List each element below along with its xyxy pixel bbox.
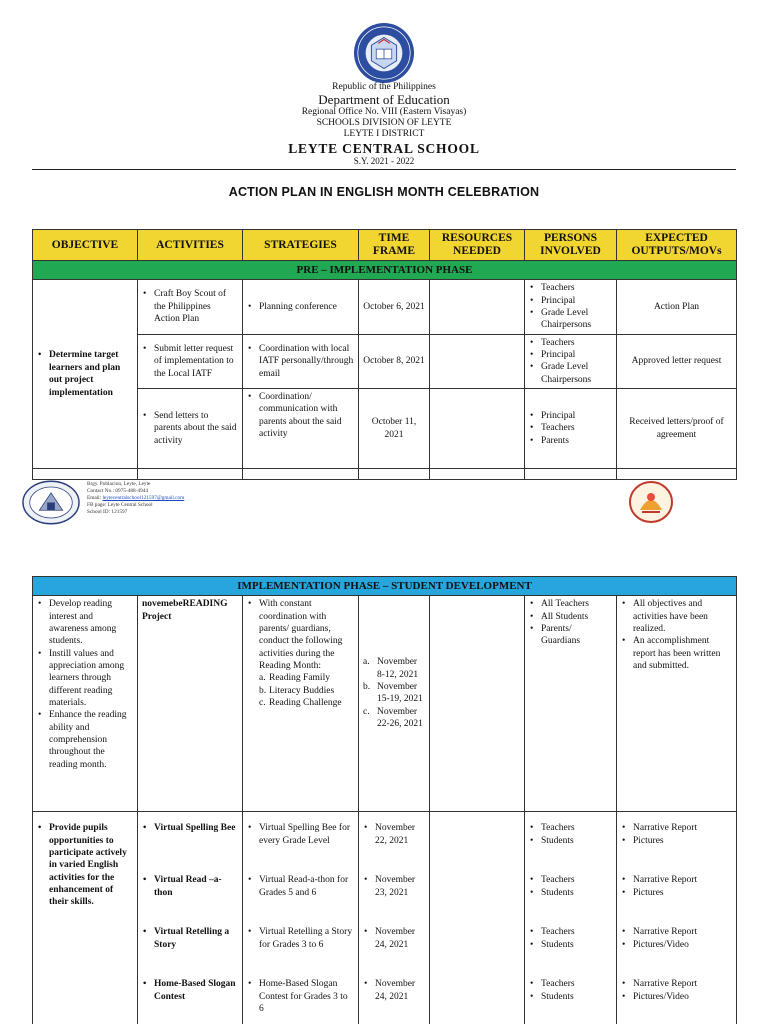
- activity-text: • Virtual Retelling a Story: [142, 926, 238, 951]
- strategy-subitem: Reading Challenge: [269, 698, 342, 709]
- time-frame: • November 24, 2021: [363, 926, 425, 951]
- person-item: • Principal: [529, 295, 612, 307]
- pre-phase-banner: PRE – IMPLEMENTATION PHASE: [33, 261, 737, 280]
- person-item: • All Students: [529, 611, 612, 623]
- activity-text: • Home-Based Slogan Contest: [142, 978, 238, 1003]
- person-item: • Students: [529, 835, 612, 847]
- division-line: SCHOOLS DIVISION OF LEYTE: [316, 118, 452, 128]
- list-marker: b.: [259, 685, 267, 696]
- strategy-text: • Planning conference: [247, 301, 354, 313]
- col-header-objective: OBJECTIVE: [33, 230, 138, 261]
- pre-implementation-table: [32, 229, 737, 480]
- col-header-strategies: STRATEGIES: [243, 230, 359, 261]
- list-marker: b.: [363, 681, 371, 692]
- implementation-table: [32, 576, 737, 1024]
- person-item: • Teachers: [529, 978, 612, 990]
- time-frame: • November 24, 2021: [363, 978, 425, 1003]
- list-marker: a.: [259, 673, 266, 684]
- objective-item: • Enhance the reading ability and comprehension throughout the reading month.: [37, 709, 133, 771]
- person-item: • Grade Level Chairpersons: [529, 307, 612, 332]
- implementation-phase-banner: IMPLEMENTATION PHASE – STUDENT DEVELOPMENT: [33, 577, 737, 596]
- activity-text: • Virtual Spelling Bee: [142, 822, 238, 834]
- strategy-text: • Virtual Read-a-thon for Grades 5 and 6: [247, 874, 354, 899]
- objective-text: • Provide pupils opportunities to participate actively in varied English activities for the enhancement of their skills.: [37, 822, 133, 908]
- strategy-text: • With constant coordination with parents/ guardians, conduct the following activities during the Reading Month:: [247, 598, 354, 672]
- republic-line: Republic of the Philippines: [332, 82, 436, 92]
- person-item: • Teachers: [529, 926, 612, 938]
- email-link[interactable]: leytecentralschool121597@gmail.com: [102, 494, 185, 501]
- strategy-text: • Virtual Retelling a Story for Grades 3 to 6: [247, 926, 354, 951]
- person-item: • Teachers: [529, 337, 612, 349]
- table-row: [33, 280, 737, 334]
- table-row: [33, 334, 737, 388]
- person-item: • Teachers: [529, 422, 612, 434]
- output-item: • Narrative Report: [621, 874, 732, 886]
- person-item: • Teachers: [529, 822, 612, 834]
- school-name: LEYTE CENTRAL SCHOOL: [288, 141, 480, 156]
- time-frame: October 8, 2021: [359, 334, 430, 388]
- output-item: • Pictures: [621, 835, 732, 847]
- region-line: Regional Office No. VIII (Eastern Visayas): [301, 107, 467, 117]
- person-item: • Students: [529, 991, 612, 1003]
- time-frame: October 11, 2021: [359, 389, 430, 469]
- person-item: • Principal: [529, 349, 612, 361]
- strategy-text: • Coordination with local IATF personally/through email: [247, 343, 354, 380]
- contact-number: Contact No.: 0975-488-4944: [87, 487, 149, 494]
- resources-cell: [430, 389, 525, 469]
- resources-cell: [430, 596, 525, 812]
- reading-logo-icon: [628, 480, 674, 524]
- strategy-text: • Coordination/ communication with parents about the said activity: [247, 391, 354, 440]
- fb-page: FB page: Leyte Central School: [87, 501, 153, 508]
- objective-item: • Instill values and appreciation among learners through different reading materials.: [37, 648, 133, 710]
- activity-text: novemebeREADING Project: [138, 596, 243, 812]
- col-header-outputs: EXPECTED OUTPUTS/MOVs: [617, 230, 737, 261]
- school-contact: [87, 481, 184, 515]
- strategy-subitem: Reading Family: [269, 673, 330, 684]
- output-item: • All objectives and activities have been realized.: [621, 598, 732, 635]
- person-item: • All Teachers: [529, 598, 612, 610]
- objective-item: • Develop reading interest and awareness among students.: [37, 598, 133, 647]
- time-frame: • November 23, 2021: [363, 874, 425, 899]
- person-item: • Teachers: [529, 282, 612, 294]
- time-frame: October 6, 2021: [359, 280, 430, 334]
- person-item: • Teachers: [529, 874, 612, 886]
- col-header-time-frame: TIME FRAME: [359, 230, 430, 261]
- col-header-persons: PERSONS INVOLVED: [525, 230, 617, 261]
- col-header-activities: ACTIVITIES: [138, 230, 243, 261]
- deped-seal-icon: [353, 22, 415, 84]
- person-item: • Parents/ Guardians: [529, 623, 612, 648]
- table-row-empty: [33, 469, 737, 480]
- strategy-text: • Virtual Spelling Bee for every Grade Level: [247, 822, 354, 847]
- table-row: [33, 596, 737, 812]
- person-item: • Principal: [529, 410, 612, 422]
- strategy-text: • Home-Based Slogan Contest for Grades 3 to 6: [247, 978, 354, 1015]
- list-marker: c.: [363, 706, 370, 717]
- person-item: • Students: [529, 939, 612, 951]
- email-label: Email:: [87, 494, 102, 501]
- school-logo-icon: [22, 479, 80, 526]
- document-title: ACTION PLAN IN ENGLISH MONTH CELEBRATION: [228, 185, 540, 199]
- department-line: Department of Education: [318, 92, 450, 107]
- header-divider: [32, 169, 736, 170]
- expected-output: Approved letter request: [617, 334, 737, 388]
- person-item: • Grade Level Chairpersons: [529, 361, 612, 386]
- expected-output: Action Plan: [617, 280, 737, 334]
- school-year: S.Y. 2021 - 2022: [353, 156, 415, 166]
- output-item: • Pictures/Video: [621, 991, 732, 1003]
- activity-text: • Submit letter request of implementation to the Local IATF: [142, 343, 238, 380]
- address-line: Brgy. Poblacion, Leyte, Leyte: [87, 481, 151, 487]
- activity-text: • Virtual Read –a-thon: [142, 874, 238, 899]
- district-line: LEYTE I DISTRICT: [343, 129, 425, 139]
- table-row: [33, 812, 737, 1024]
- output-item: • Pictures/Video: [621, 939, 732, 951]
- col-header-resources: RESOURCES NEEDED: [430, 230, 525, 261]
- output-item: • Narrative Report: [621, 822, 732, 834]
- output-item: • Narrative Report: [621, 978, 732, 990]
- output-item: • Pictures: [621, 887, 732, 899]
- school-id: School ID: 121597: [87, 508, 128, 515]
- objective-text: • Determine target learners and plan out project implementation: [37, 349, 133, 398]
- output-item: • An accomplishment report has been written and submitted.: [621, 635, 732, 672]
- table-row: [33, 389, 737, 469]
- time-frame: • November 22, 2021: [363, 822, 425, 847]
- resources-cell: [430, 812, 525, 1024]
- output-item: • Narrative Report: [621, 926, 732, 938]
- list-marker: c.: [259, 698, 266, 709]
- person-item: • Students: [529, 887, 612, 899]
- time-frame: November 8-12, 2021: [377, 657, 419, 680]
- time-frame: November 22-26, 2021: [377, 706, 423, 730]
- expected-output: Received letters/proof of agreement: [617, 389, 737, 469]
- resources-cell: [430, 280, 525, 334]
- activity-text: • Craft Boy Scout of the Philippines Action Plan: [142, 288, 238, 325]
- activity-text: • Send letters to parents about the said activity: [142, 410, 238, 447]
- resources-cell: [430, 334, 525, 388]
- person-item: • Parents: [529, 435, 612, 447]
- strategy-subitem: Literacy Buddies: [269, 685, 335, 696]
- list-marker: a.: [363, 657, 370, 668]
- time-frame: November 15-19, 2021: [377, 681, 423, 705]
